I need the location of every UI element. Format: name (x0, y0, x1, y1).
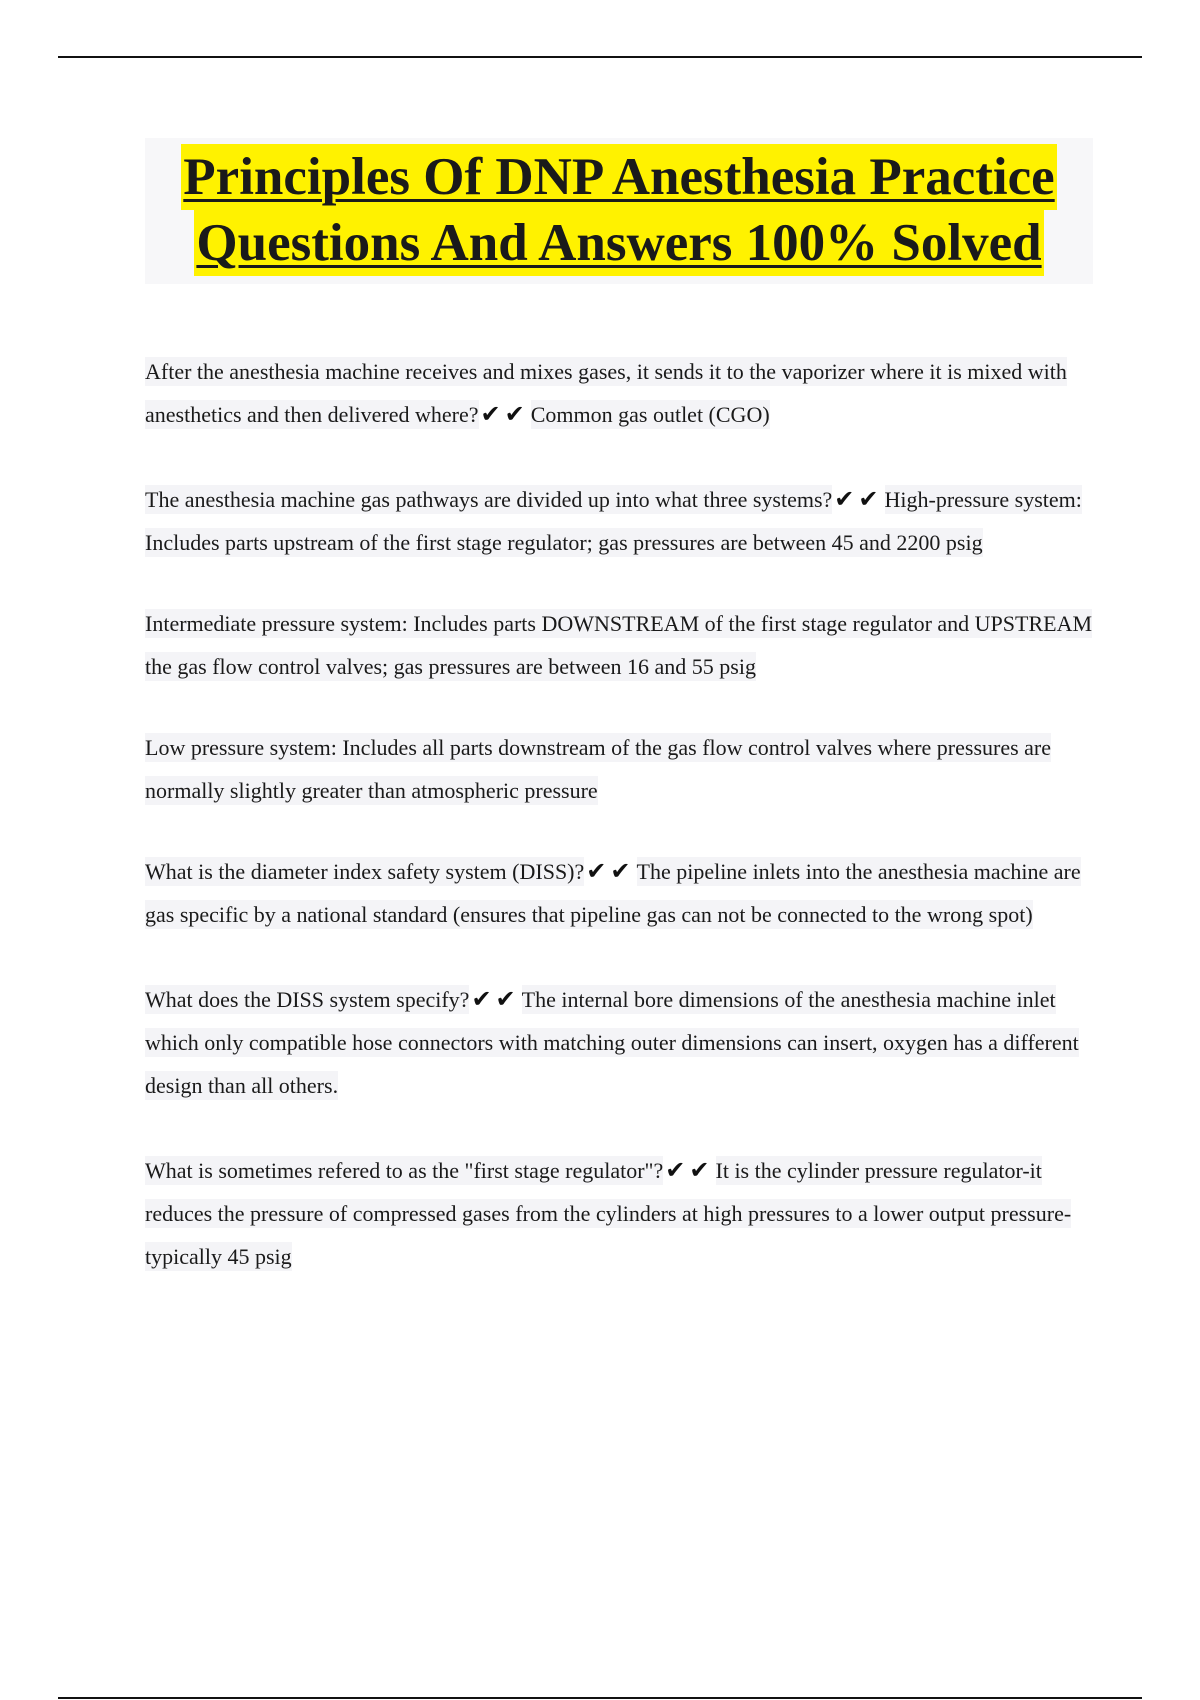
double-check-icon: ✔✔ (834, 485, 883, 513)
question-text: What does the DISS system specify? (145, 987, 470, 1012)
double-check-icon: ✔✔ (665, 1156, 714, 1184)
answer-continuation (145, 602, 1095, 688)
question-text: The anesthesia machine gas pathways are divided up into what three systems? (145, 487, 833, 512)
footer-rule (58, 1697, 1142, 1699)
qa-item (145, 1149, 1095, 1278)
continuation-text: Intermediate pressure system: Includes parts DOWNSTREAM of the first stage regulator and UPSTREAM the gas flow control valves; gas pressures are between 16 and 55 psig (145, 611, 1093, 679)
document-title (145, 138, 1093, 284)
continuation-text: Low pressure system: Includes all parts downstream of the gas flow control valves where pressures are normally slightly greater than atmospheric pressure (145, 735, 1052, 803)
title-line-2: Questions And Answers 100% Solved (194, 210, 1043, 276)
double-check-icon: ✔✔ (480, 400, 529, 428)
answer-text: Common gas outlet (CGO) (530, 402, 770, 427)
answer-text: The internal bore dimensions of the anesthesia machine inlet which only compatible hose connectors with matching outer dimensions can insert, oxygen has a different design than all others. (145, 987, 1079, 1098)
qa-item (145, 350, 1095, 436)
qa-item (145, 978, 1095, 1107)
answer-text: The pipeline inlets into the anesthesia machine are gas specific by a national standard (ensures that pipeline gas can not be connected to the wrong spot) (145, 859, 1081, 927)
double-check-icon: ✔✔ (471, 985, 520, 1013)
question-text: After the anesthesia machine receives and mixes gases, it sends it to the vaporizer where it is mixed with anesthetics and then delivered where? (145, 359, 1067, 427)
answer-text: High-pressure system: Includes parts upstream of the first stage regulator; gas pressures are between 45 and 2200 psig (145, 487, 1082, 555)
header-rule (58, 56, 1142, 58)
answer-text: It is the cylinder pressure regulator-it reduces the pressure of compressed gases from the cylinders at high pressures to a lower output pressure-typically 45 psig (145, 1158, 1072, 1269)
qa-item (145, 478, 1095, 564)
document-body (145, 350, 1095, 1320)
question-text: What is the diameter index safety system (DISS)? (145, 859, 585, 884)
double-check-icon: ✔✔ (586, 857, 635, 885)
answer-continuation (145, 726, 1095, 812)
question-text: What is sometimes refered to as the "first stage regulator"? (145, 1158, 664, 1183)
title-line-1: Principles Of DNP Anesthesia Practice (181, 144, 1056, 210)
qa-item (145, 850, 1095, 936)
